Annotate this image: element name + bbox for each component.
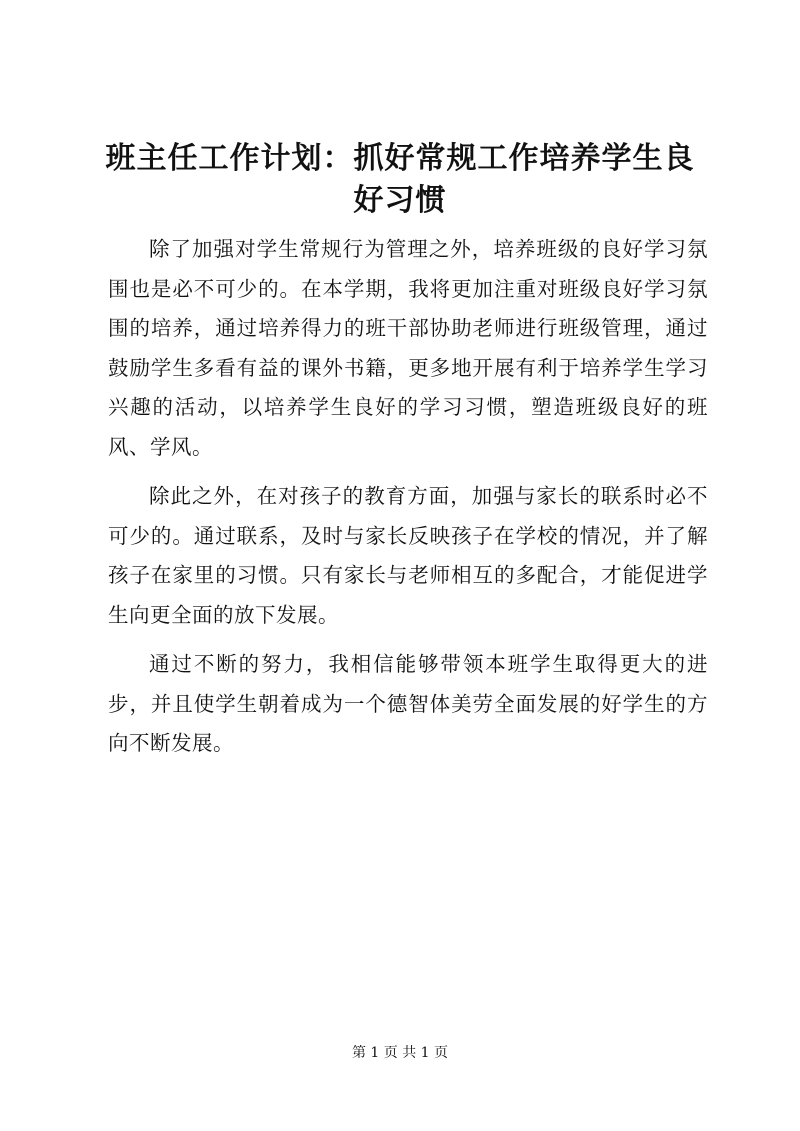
document-body <box>108 230 708 774</box>
page-footer: 第 1 页 共 1 页 <box>351 1045 449 1061</box>
paragraph-2: 除此之外，在对孩子的教育方面，加强与家长的联系时必不可少的。通过联系，及时与家长反映孩子在学校的情况，并了解孩子在家里的习惯。只有家长与老师相互的多配合，才能促进学生向更全面的放下发展。 <box>108 484 708 627</box>
paragraph-3: 通过不断的努力，我相信能够带领本班学生取得更大的进步，并且使学生朝着成为一个德智体美劳全面发展的好学生的方向不断发展。 <box>108 652 708 755</box>
document-title: 班主任工作计划：抓好常规工作培养学生良好习惯 <box>105 141 695 218</box>
paragraph-1: 除了加强对学生常规行为管理之外，培养班级的良好学习氛围也是必不可少的。在本学期，我将更加注重对班级良好学习氛围的培养，通过培养得力的班干部协助老师进行班级管理，通过鼓励学生多看有益的课外书籍，更多地开展有利于培养学生学习兴趣的活动，以培养学生良好的学习习惯，塑造班级良好的班风、学风。 <box>108 237 708 459</box>
